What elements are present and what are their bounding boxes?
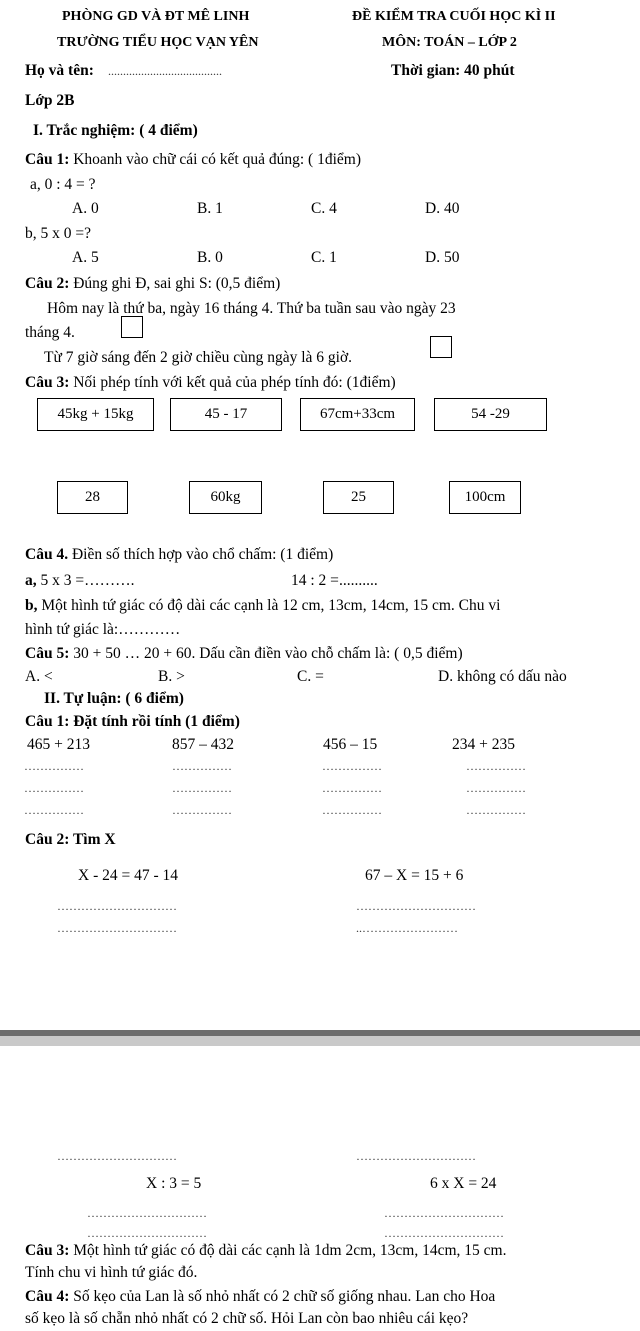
part2-q1-op-3: 456 – 15 xyxy=(323,736,378,753)
part2-q1-op-4: 234 + 235 xyxy=(452,736,515,753)
part2-q2-eq-3: X : 3 = 5 xyxy=(146,1175,202,1192)
q5-option-d: D. không có dấu nào xyxy=(438,668,567,685)
q4b-prefix: b, xyxy=(25,597,38,614)
q3-result-3[interactable]: 25 xyxy=(323,481,394,514)
q5-text: 30 + 50 … 20 + 60. Dấu cần điền vào chỗ chấm là: ( 0,5 điểm) xyxy=(69,645,463,662)
part2-q2-eq-1: X - 24 = 47 - 14 xyxy=(78,867,179,884)
q5-label: Câu 5: xyxy=(25,645,70,662)
q4-heading xyxy=(25,546,333,564)
part2-q2-eq-4: 6 x X = 24 xyxy=(430,1175,497,1192)
q4a-row xyxy=(25,572,135,590)
q4b-text-2: hình tứ giác là:………… xyxy=(25,621,181,638)
part2-q2-dots[interactable]: ………………………… xyxy=(384,1226,504,1240)
name-label: Họ và tên: xyxy=(25,62,94,79)
q2-statement-1: Hôm nay là thứ ba, ngày 16 tháng 4. Thứ ba tuần sau vào ngày 23 xyxy=(47,300,456,317)
part2-q2-dots[interactable]: ..…………………… xyxy=(356,921,458,935)
q4-text: Điền số thích hợp vào chổ chấm: (1 điểm) xyxy=(68,546,334,563)
part2-q4-heading xyxy=(25,1288,495,1306)
q3-heading xyxy=(25,374,396,392)
q1b-option-d: D. 50 xyxy=(425,249,460,266)
part2-q2-dots[interactable]: ………………………… xyxy=(87,1206,207,1220)
part2-q1-dots[interactable]: …………… xyxy=(466,759,526,773)
q3-text: Nối phép tính với kết quả của phép tính đó: (1điểm) xyxy=(69,374,396,391)
name-dots: ...................................... xyxy=(108,64,222,78)
q4-label: Câu 4. xyxy=(25,546,69,563)
part2-q2-title: Câu 2: Tìm X xyxy=(25,831,116,848)
q3-operation-1[interactable]: 45kg + 15kg xyxy=(37,398,154,431)
q4a-row-2 xyxy=(291,572,378,590)
q1a-option-a: A. 0 xyxy=(72,200,99,217)
q1b-option-b: B. 0 xyxy=(197,249,223,266)
q5-option-a: A. < xyxy=(25,668,53,685)
page-break-shadow xyxy=(0,1036,640,1046)
q4a-prefix: a, xyxy=(25,572,37,589)
q1b-option-a: A. 5 xyxy=(72,249,99,266)
q1a-option-c: C. 4 xyxy=(311,200,337,217)
q5-heading xyxy=(25,645,463,663)
part2-q4-text-2: số kẹo là số chẵn nhỏ nhất có 2 chữ số. Hỏi Lan còn bao nhiêu cái kẹo? xyxy=(25,1310,469,1327)
exam-time: Thời gian: 40 phút xyxy=(391,62,515,79)
q2-label: Câu 2: xyxy=(25,275,70,292)
part2-q2-dots[interactable]: ………………………… xyxy=(57,921,177,935)
part2-q1-dots[interactable]: …………… xyxy=(322,803,382,817)
part2-q1-dots[interactable]: …………… xyxy=(24,781,84,795)
q1b-question: b, 5 x 0 =? xyxy=(25,225,91,242)
part2-q1-dots[interactable]: …………… xyxy=(322,759,382,773)
exam-subject: MÔN: TOÁN – LỚP 2 xyxy=(382,35,517,50)
part2-q2-eq-2: 67 – X = 15 + 6 xyxy=(365,867,464,884)
q4b-row xyxy=(25,597,500,615)
q1b-option-c: C. 1 xyxy=(311,249,337,266)
q1a-option-d: D. 40 xyxy=(425,200,460,217)
part2-q1-dots[interactable]: …………… xyxy=(172,759,232,773)
q2-answer-box-2[interactable] xyxy=(430,336,452,358)
q1-text: Khoanh vào chữ cái có kết quả đúng: ( 1điểm) xyxy=(69,151,361,168)
q4a-dots-1[interactable]: ………. xyxy=(84,572,135,589)
class-label: Lớp 2B xyxy=(25,92,75,109)
q1-heading xyxy=(25,151,361,169)
part2-q4-label: Câu 4: xyxy=(25,1288,70,1305)
q3-operation-2[interactable]: 45 - 17 xyxy=(170,398,282,431)
q1a-question: a, 0 : 4 = ? xyxy=(30,176,96,193)
q3-result-4[interactable]: 100cm xyxy=(449,481,521,514)
q3-operation-3[interactable]: 67cm+33cm xyxy=(300,398,415,431)
school-office: PHÒNG GD VÀ ĐT MÊ LINH xyxy=(62,9,250,24)
q1-label: Câu 1: xyxy=(25,151,70,168)
q5-option-b: B. > xyxy=(158,668,185,685)
q5-option-c: C. = xyxy=(297,668,324,685)
q1a-option-b: B. 1 xyxy=(197,200,223,217)
part1-title: I. Trắc nghiệm: ( 4 điểm) xyxy=(33,122,198,139)
q2-statement-2: Từ 7 giờ sáng đến 2 giờ chiều cùng ngày là 6 giờ. xyxy=(44,349,353,366)
q3-result-1[interactable]: 28 xyxy=(57,481,128,514)
part2-q3-text: Một hình tứ giác có độ dài các cạnh là 1dm 2cm, 13cm, 14cm, 15 cm. xyxy=(69,1242,507,1259)
q3-label: Câu 3: xyxy=(25,374,70,391)
q4a-expression-2: 14 : 2 = xyxy=(291,572,339,589)
q3-operation-4[interactable]: 54 -29 xyxy=(434,398,547,431)
q4b-text: Một hình tứ giác có độ dài các cạnh là 12 cm, 13cm, 14cm, 15 cm. Chu vi xyxy=(37,597,501,614)
q2-heading xyxy=(25,275,280,293)
part2-q1-op-1: 465 + 213 xyxy=(27,736,90,753)
part2-q2-dots[interactable]: ………………………… xyxy=(356,899,476,913)
part2-q1-dots[interactable]: …………… xyxy=(24,803,84,817)
q3-result-2[interactable]: 60kg xyxy=(189,481,262,514)
part2-q4-text: Số kẹo của Lan là số nhỏ nhất có 2 chữ số giống nhau. Lan cho Hoa xyxy=(69,1288,496,1305)
part2-q2-dots[interactable]: ………………………… xyxy=(356,1149,476,1163)
q4a-expression-1: 5 x 3 = xyxy=(40,572,85,589)
q2-statement-1-end: tháng 4. xyxy=(25,324,75,341)
q2-answer-box-1[interactable] xyxy=(121,316,143,338)
exam-title: ĐỀ KIỂM TRA CUỐI HỌC KÌ II xyxy=(352,9,556,24)
part2-q1-dots[interactable]: …………… xyxy=(24,759,84,773)
part2-q2-dots[interactable]: ………………………… xyxy=(57,1149,177,1163)
part2-q2-dots[interactable]: ………………………… xyxy=(384,1206,504,1220)
school-name: TRƯỜNG TIỂU HỌC VẠN YÊN xyxy=(57,35,259,50)
part2-q2-dots[interactable]: ………………………… xyxy=(57,899,177,913)
part2-q1-dots[interactable]: …………… xyxy=(172,803,232,817)
part2-q1-title: Câu 1: Đặt tính rồi tính (1 điểm) xyxy=(25,713,240,730)
q2-text: Đúng ghi Đ, sai ghi S: (0,5 điểm) xyxy=(69,275,281,292)
part2-q1-dots[interactable]: …………… xyxy=(172,781,232,795)
part2-q3-label: Câu 3: xyxy=(25,1242,70,1259)
q4a-dots-2[interactable]: .......... xyxy=(338,572,378,589)
part2-q1-dots[interactable]: …………… xyxy=(322,781,382,795)
part2-q1-dots[interactable]: …………… xyxy=(466,781,526,795)
part2-q2-dots[interactable]: ………………………… xyxy=(87,1226,207,1240)
part2-title: II. Tự luận: ( 6 điểm) xyxy=(44,690,184,707)
part2-q3-text-2: Tính chu vi hình tứ giác đó. xyxy=(25,1264,198,1281)
part2-q1-dots[interactable]: …………… xyxy=(466,803,526,817)
part2-q1-op-2: 857 – 432 xyxy=(172,736,234,753)
part2-q3-heading xyxy=(25,1242,506,1260)
